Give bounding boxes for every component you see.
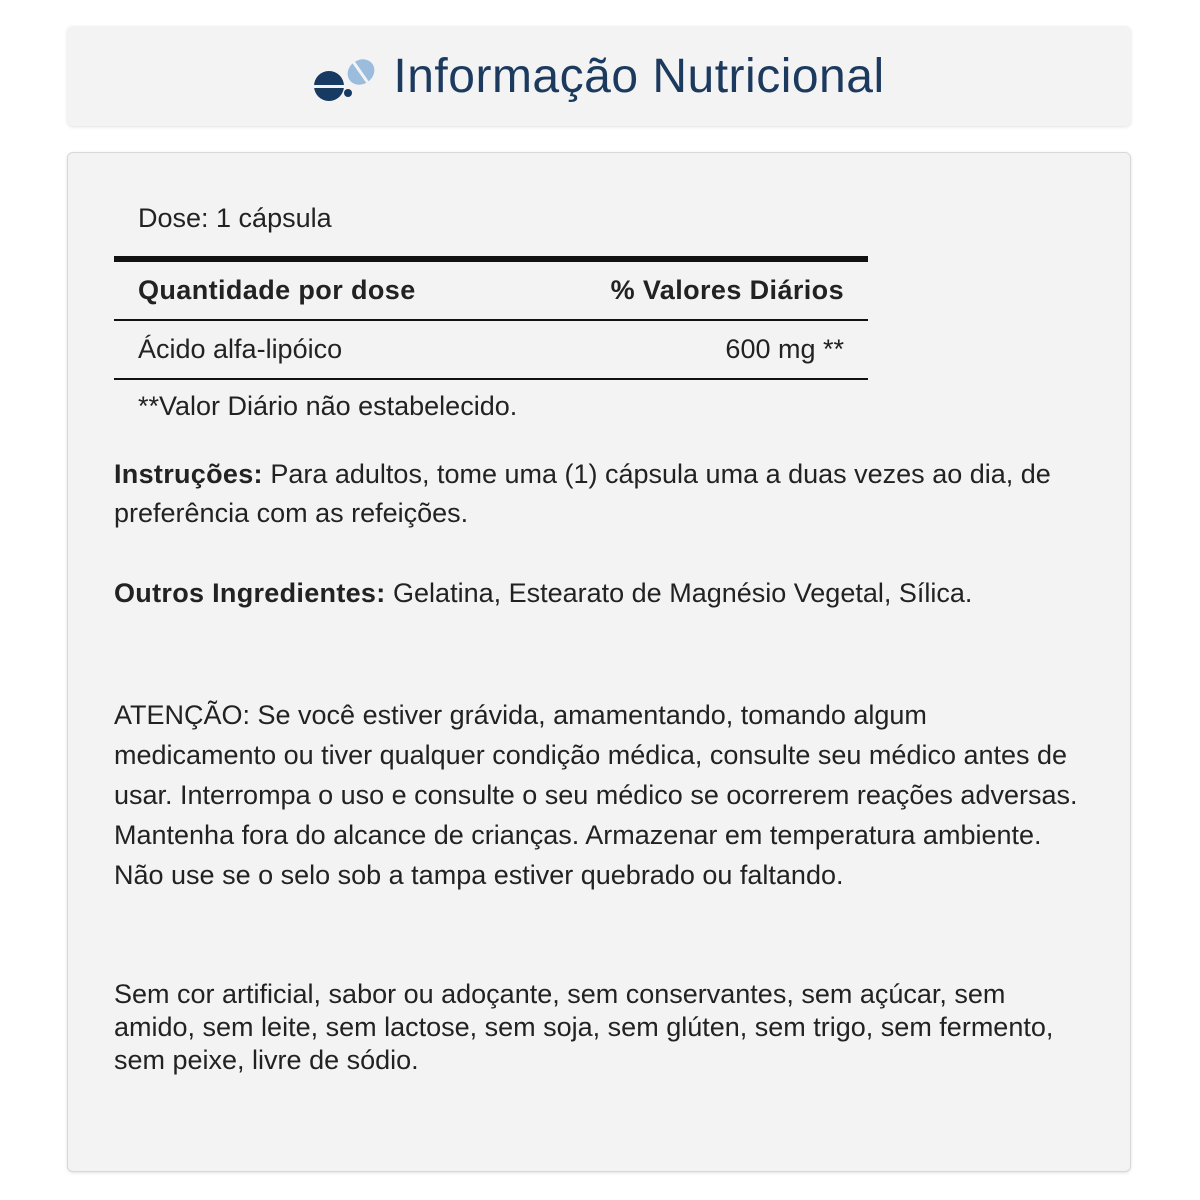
dark-tablet-shape: [314, 71, 344, 101]
ingredient-name: Ácido alfa-lipóico: [138, 334, 343, 364]
header-banner: [67, 26, 1131, 126]
table-row: [114, 321, 868, 378]
instructions-paragraph: [114, 455, 1084, 533]
other-ingredients-paragraph: [114, 574, 1084, 613]
serving-size: Dose: 1 cápsula: [138, 203, 332, 233]
table-bottom-rule: [114, 378, 868, 380]
header-inner: [313, 48, 884, 104]
header-daily-value: % Valores Diários: [610, 275, 844, 305]
other-ingredients-label: Outros Ingredientes:: [114, 578, 386, 608]
light-tablet-shape: [342, 53, 379, 90]
supplement-facts-table: [114, 256, 868, 380]
label-panel: [67, 152, 1131, 1172]
instructions-label: Instruções:: [114, 459, 263, 489]
small-dot-shape: [344, 89, 352, 97]
free-from-paragraph: Sem cor artificial, sabor ou adoçante, sem conservantes, sem açúcar, sem amido, sem leite, sem lactose, sem soja, sem glúten, sem trigo, sem fermento, sem peixe, livre de sódio.: [114, 979, 1054, 1075]
instructions-text: Para adultos, tome uma (1) cápsula uma a duas vezes ao dia, de preferência com as refeições.: [114, 459, 1051, 528]
daily-value-footnote: **Valor Diário não estabelecido.: [138, 391, 518, 421]
other-ingredients-text: Gelatina, Estearato de Magnésio Vegetal, Sílica.: [385, 578, 973, 608]
page-title: Informação Nutricional: [393, 49, 885, 103]
header-amount-per-dose: Quantidade por dose: [138, 275, 416, 305]
table-header-row: [114, 262, 868, 319]
ingredient-amount: 600 mg **: [725, 334, 844, 364]
warning-paragraph: ATENÇÃO: Se você estiver grávida, amamentando, tomando algum medicamento ou tiver qualquer condição médica, consulte seu médico antes de usar. Interrompa o uso e consulte o seu médico se ocorrerem reações adversas. Mantenha fora do alcance de crianças. Armazenar em temperatura ambiente. Não use se o selo sob a tampa estiver quebrado ou faltando.: [114, 700, 1078, 890]
pills-icon: [313, 52, 379, 104]
